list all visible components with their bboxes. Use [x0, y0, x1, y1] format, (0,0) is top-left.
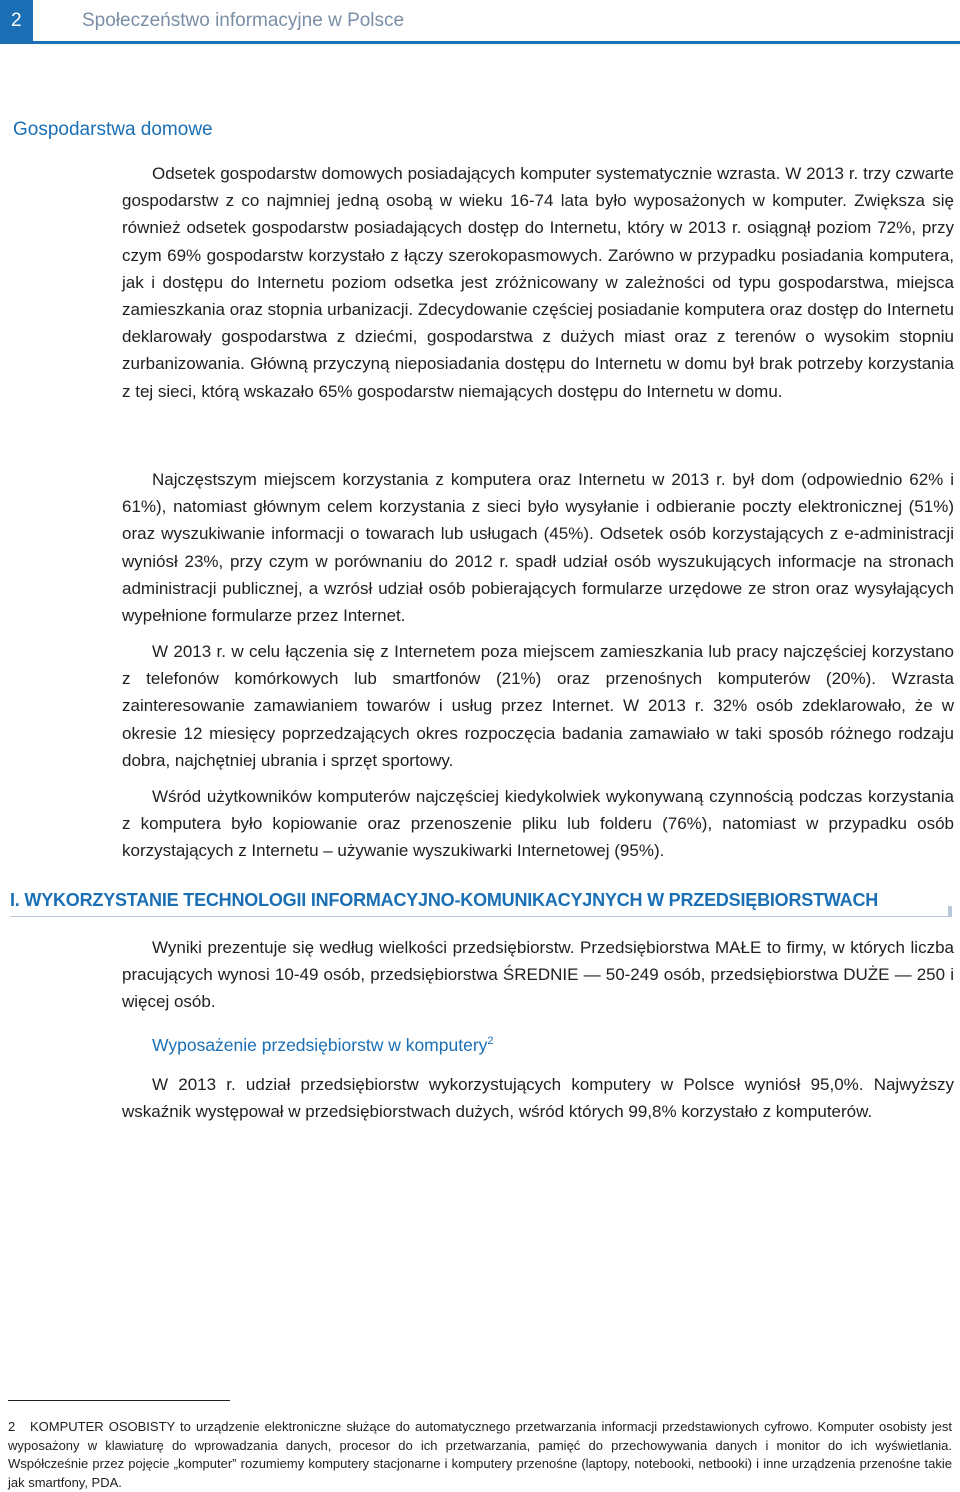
paragraph-text: W 2013 r. w celu łączenia się z Internetem poza miejscem zamieszkania lub pracy najczęściej korzystano z telefonów komórkowych lub smartfonów (21%) oraz przenośnych komputerów (20%). Wzrasta zainteresowanie zamawianiem towarów i usług przez Internet. W 2013 r. 32% osób zdeklarowało, że w okresie 12 miesięcy poprzedzających okres rozpoczęcia badania zamawiało w taki sposób różnego rodzaju dobra, najchętniej ubrania i sprzęt sportowy.: [122, 642, 954, 770]
footnote-number: 2: [8, 1419, 16, 1434]
header-rule: [0, 41, 960, 44]
paragraph-mobile-access: [122, 638, 954, 774]
subsection-title: [152, 1035, 494, 1056]
footnote-separator: [8, 1400, 230, 1401]
paragraph-text: Odsetek gospodarstw domowych posiadających komputer systematycznie wzrasta. W 2013 r. trzy czwarte gospodarstw z co najmniej jedną osobą w wieku 16-74 lata było wyposażonych w komputer. Zwiększa się również odsetek gospodarstw posiadających dostęp do Internetu, który w 2013 r. osiągnął poziom 72%, przy czym 69% gospodarstw korzystało z łączy szerokopasmowych. Zarówno w przypadku posiadania komputera, jak i dostępu do Internetu poziom odsetka jest zróżnicowany w zależności od typu gospodarstwa, miejsca zamieszkania oraz stopnia urbanizacji. Zdecydowanie częściej posiadanie komputera oraz dostęp do Internetu deklarowały gospodarstwa z dziećmi, gospodarstwa z dużych miast oraz z terenów o wysokim stopniu zurbanizowania. Główną przyczyną nieposiadania dostępu do Internetu w domu był brak potrzeby korzystania z tej sieci, którą wskazało 65% gospodarstw niemających dostępu do Internetu w domu.: [122, 164, 954, 401]
paragraph-usage-place: [122, 466, 954, 629]
page-header: [0, 0, 960, 46]
paragraph-activities: [122, 783, 954, 865]
paragraph-text: Wyniki prezentuje się według wielkości przedsiębiorstw. Przedsiębiorstwa MAŁE to firmy, w których liczba pracujących wynosi 10-49 osób, przedsiębiorstwa ŚREDNIE — 50-249 osób, przedsiębiorstwa DUŻE — 250 i więcej osób.: [122, 938, 954, 1012]
footnote-reference[interactable]: 2: [487, 1035, 494, 1048]
chapter-title: I. WYKORZYSTANIE TECHNOLOGII INFORMACYJNO-KOMUNIKACYJNYCH W PRZEDSIĘBIORSTWACH: [10, 890, 879, 910]
paragraph-text: Najczęstszym miejscem korzystania z komputera oraz Internetu w 2013 r. był dom (odpowiednio 62% i 61%), natomiast głównym celem korzystania z sieci było wysyłanie i odbieranie poczty elektronicznej (51%) oraz wyszukiwanie informacji o towarach lub usługach (45%). Odsetek osób korzystających z e-administracji wyniósł 23%, przy czym w porównaniu do 2012 r. spadł udział osób wyszukujących informacje na stronach administracji publicznej, a wzrósł udział osób pobierających formularze urzędowe ze stron oraz wysyłających wypełnione formularze przez Internet.: [122, 470, 954, 626]
chapter-rule: [10, 916, 952, 917]
paragraph-households: [122, 160, 954, 405]
paragraph-computer-equipment: [122, 1071, 954, 1125]
subsection-title-text: Wyposażenie przedsiębiorstw w komputery: [152, 1035, 488, 1055]
footnote: [8, 1418, 952, 1492]
chapter-rule-end: [948, 906, 952, 917]
paragraph-text: W 2013 r. udział przedsiębiorstw wykorzystujących komputery w Polsce wyniósł 95,0%. Najwyższy wskaźnik występował w przedsiębiorstwach dużych, wśród których 99,8% korzystało z komputerów.: [122, 1075, 954, 1122]
paragraph-text: Wśród użytkowników komputerów najczęściej kiedykolwiek wykonywaną czynnością podczas korzystania z komputera było kopiowanie oraz przenoszenie pliku lub folderu (76%), natomiast w przypadku osób korzystających z Internetu – używanie wyszukiwarki Internetowej (95%).: [122, 787, 954, 861]
paragraph-enterprise-sizes: [122, 934, 954, 1016]
footnote-text: KOMPUTER OSOBISTY to urządzenie elektroniczne służące do automatycznego przetwarzania informacji przedstawionych cyfrowo. Komputer osobisty jest wyposażony w klawiaturę do wprowadzania danych, procesor do ich przetwarzania, pamięć do przechowywania danych i monitor do ich wyświetlania. Współcześnie przez pojęcie „komputer” rozumiemy komputery stacjonarne i komputery przenośne (laptopy, notebooki, netbooki) i inne urządzenia przenośne takie jak smartfony, PDA.: [8, 1419, 952, 1490]
section-title: Gospodarstwa domowe: [13, 119, 213, 140]
page-number: 2: [0, 0, 33, 41]
running-header-title: Społeczeństwo informacyjne w Polsce: [82, 10, 405, 31]
